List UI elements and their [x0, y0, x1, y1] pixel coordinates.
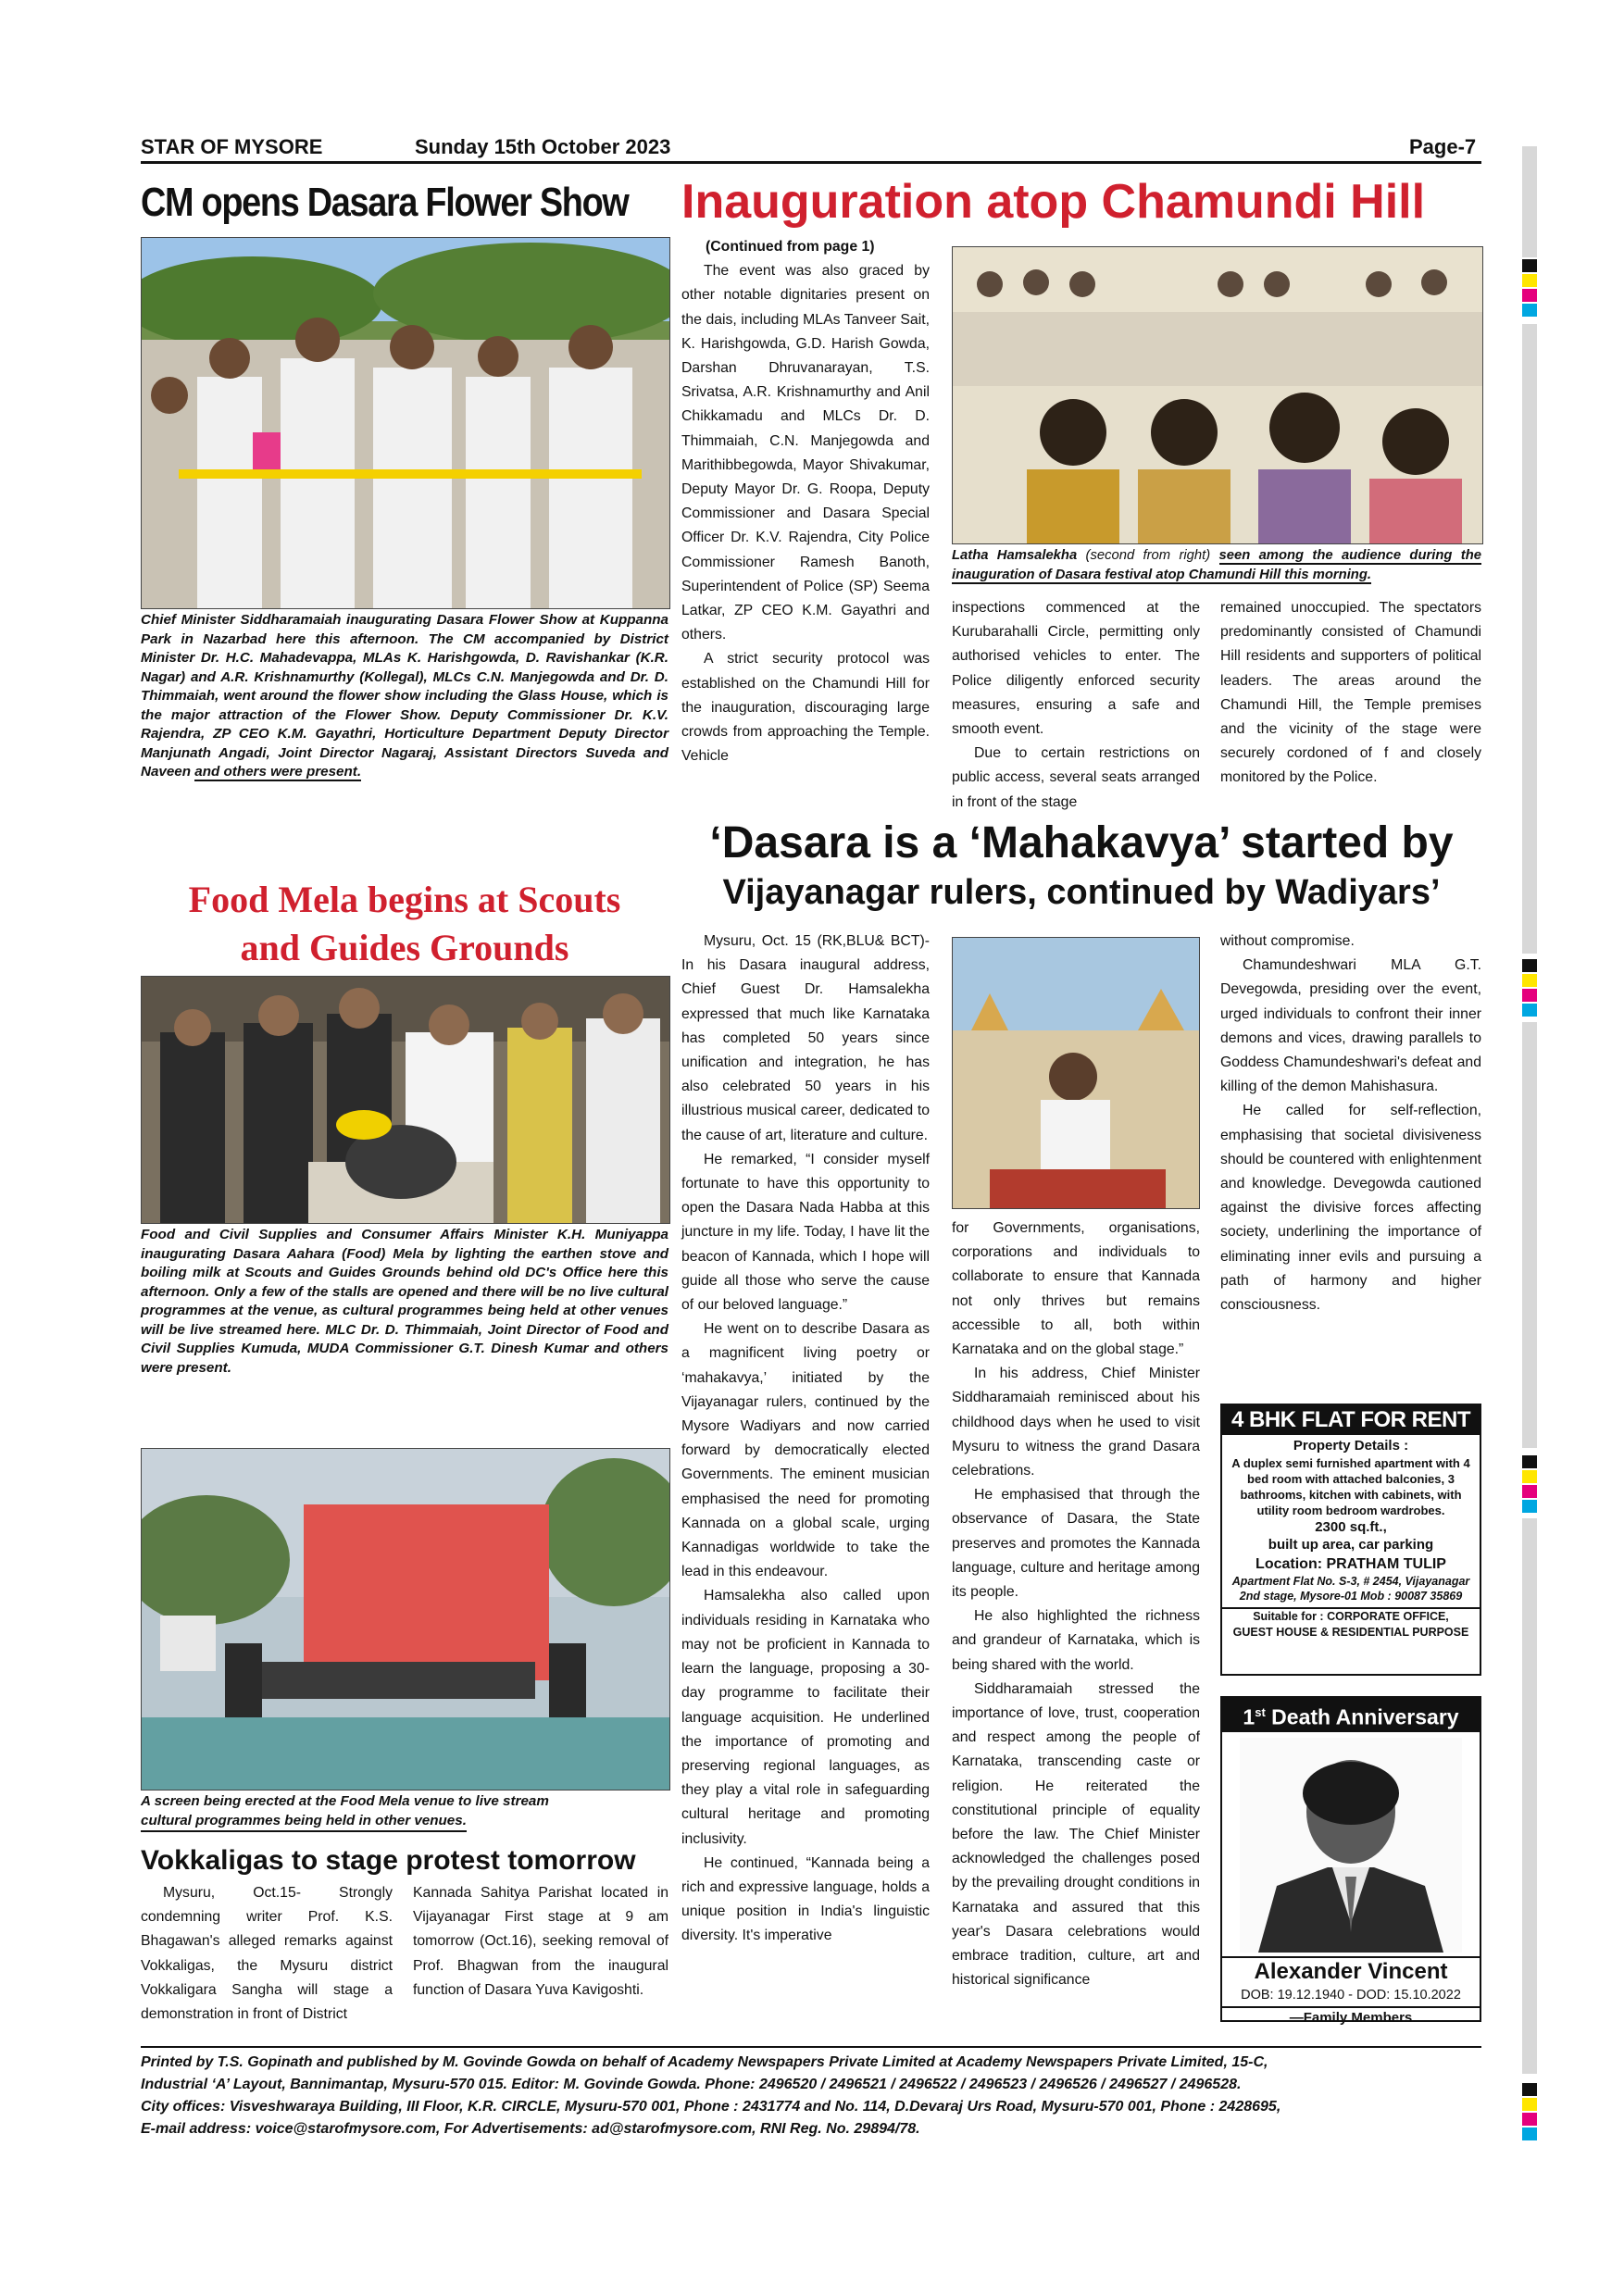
flower-show-headline: CM opens Dasara Flower Show	[141, 180, 629, 225]
chamundi-photo-caption	[952, 546, 1481, 584]
chamundi-col1-p1: The event was also graced by other notable dignitaries present on the dais, including MLAs Tanveer Sait, K. Harishgowda, G.D. Harish Gowda, Darshan Dhruvanarayan, T.S. Srivatsa, A.R. Krishnamurthy and Anil Chikkamadu and MLCs Dr. D. Thimmaiah, C.N. Manjegowda and Marithibbegowda, Mayor Shivakumar, Deputy Mayor Dr. G. Roopa, Deputy Commissioner and Dasara Special Officer Dr. K.V. Rajendra, City Police Commissioner Ramesh Banoth, Superintendent of Police (SP) Seema Latkar, ZP CEO K.M. Gayathri and others.	[681, 263, 930, 643]
header-rule	[141, 161, 1481, 164]
gray-bar	[1522, 146, 1537, 257]
flat-rent-ad	[1220, 1404, 1481, 1676]
vokkaligas-col2-text: Kannada Sahitya Parishat located in Vijayanagar First stage at 9 am tomorrow (Oct.16), seeking removal of Prof. Bhagwan from the inaugural function of Dasara Yuva Kavigoshti.	[413, 1885, 668, 1998]
flat-ad-details-title: Property Details :	[1293, 1438, 1409, 1454]
portrait-photo	[1240, 1738, 1462, 1953]
mahakavya-col3-p2: Chamundeshwari MLA G.T. Devegowda, presiding over the event, urged individuals to confront their inner demons and vices, drawing parallels to Goddess Chamundeshwari's defeat and killing of the demon Mahishasura.	[1220, 957, 1481, 1095]
chamundi-col1	[681, 235, 930, 768]
mahakavya-col2-p1: for Governments, organisations, corporations and individuals to collaborate to ensure that Kannada not only thrives but remains accessible to all, both within Karnataka and on the global stage.”	[952, 1220, 1200, 1358]
cyan-mark	[1522, 2128, 1537, 2140]
death-ad-title-sup: st	[1255, 1705, 1266, 1719]
caption-name	[952, 548, 1219, 563]
mahakavya-col1-p1: Mysuru, Oct. 15 (RK,BLU& BCT)- In his Dasara inaugural address, Chief Guest Dr. Hamsalekha expressed that much like Karnataka has completed 50 years since unification and integration, he has also celebrated 50 years in his illustrious musical career, dedicated to the cause of art, literature and culture.	[681, 933, 930, 1143]
chamundi-headline: Inauguration atop Chamundi Hill	[681, 175, 1426, 229]
yellow-mark	[1522, 274, 1537, 287]
mahakavya-col1	[681, 930, 930, 1949]
chamundi-col3	[1220, 596, 1481, 791]
vokkaligas-col1	[141, 1881, 393, 2027]
page-number: Page-7	[1409, 135, 1477, 158]
chamundi-col2-p1: inspections commenced at the Kurubarahalli Circle, permitting only authorised vehicles to enter. The Police diligently enforced security measures, ensuring a safe and smooth event.	[952, 600, 1200, 738]
mahakavya-headline-line2: Vijayanagar rulers, continued by Wadiyars’	[722, 873, 1441, 912]
mahakavya-col2-p3: He emphasised that through the observance of Dasara, the State preserves and promotes the Kannada language, culture and heritage among its people.	[952, 1487, 1200, 1601]
screen-caption-line1: A screen being erected at the Food Mela venue to live stream	[141, 1793, 549, 1809]
death-ad-dates: DOB: 19.12.1940 - DOD: 15.10.2022	[1222, 1986, 1480, 2008]
vokkaligas-headline: Vokkaligas to stage protest tomorrow	[141, 1845, 636, 1876]
death-anniversary-ad	[1220, 1696, 1481, 2026]
black-mark	[1522, 259, 1537, 272]
chamundi-col1-p2: A strict security protocol was established on the Chamundi Hill for the inauguration, discouraging large crowds from approaching the Temple. Vehicle	[681, 651, 930, 765]
food-mela-headline	[141, 876, 668, 972]
flat-ad-details: A duplex semi furnished apartment with 4 bed room with attached balconies, 3 bathrooms, kitchen with cabinets, with utility room bedroom wardrobes.	[1231, 1456, 1470, 1517]
chamundi-col2-p2: Due to certain restrictions on public access, several seats arranged in front of the stage	[952, 745, 1200, 810]
caption-person: Latha Hamsalekha	[952, 548, 1078, 563]
yellow-mark	[1522, 2098, 1537, 2111]
vokkaligas-col2	[413, 1881, 668, 2003]
black-mark	[1522, 959, 1537, 972]
mahakavya-col2-p5: Siddharamaiah stressed the importance of love, trust, cooperation and respect among the people of Karnataka, transcending caste or religion. He reiterated the constitutional principle of equality before the law. The Chief Minister acknowledged the challenges posed by the prevailing drought conditions in Karnataka and assured that this year's Dasara celebrations would embrace tradition, culture, art and historical significance	[952, 1680, 1200, 1989]
flat-ad-location: Apartment Flat No. S-3, # 2454, Vijayanagar 2nd stage, Mysore-01 Mob : 90087 35869	[1231, 1575, 1470, 1603]
mahakavya-col3-p1: without compromise.	[1220, 933, 1355, 949]
flat-ad-built: built up area, car parking	[1268, 1537, 1434, 1553]
mahakavya-headline-line1: ‘Dasara is a ‘Mahakavya’ started by	[709, 818, 1454, 867]
screen-caption	[141, 1792, 668, 1832]
hamsalekha-photo	[952, 937, 1200, 1209]
caption-rest2: seen among the audience during the inauguration of Dasara festival atop Chamundi Hill this morning.	[952, 548, 1481, 582]
magenta-mark	[1522, 989, 1537, 1002]
cyan-mark	[1522, 1004, 1537, 1017]
gray-bar	[1522, 1022, 1537, 1448]
death-ad-family: —Family Members	[1289, 2009, 1413, 2026]
flower-show-photo	[141, 237, 670, 609]
screen-caption-line2: cultural programmes being held in other venues.	[141, 1812, 467, 1833]
death-ad-title-text: Death Anniversary	[1265, 1704, 1459, 1729]
food-mela-caption: Food and Civil Supplies and Consumer Affairs Minister K.H. Muniyappa inaugurating Dasara Aahara (Food) Mela by lighting the earthen stove and boiling milk at Scouts and Guides Grounds behind old DC's Office here this afternoon. Only a few of the stalls are opened and there will be no live cultural programmes at the venue, as cultural programmes being held at other venues will be live streamed here. MLC Dr. D. Thimmaiah, Joint Director of Food and Civil Supplies Kumuda, MUDA Commissioner G.T. Dinesh Kumar and others were present.	[141, 1227, 668, 1376]
death-ad-name: Alexander Vincent	[1222, 1956, 1480, 1986]
magenta-mark	[1522, 1485, 1537, 1498]
mahakavya-col3	[1220, 930, 1481, 1317]
cyan-mark	[1522, 1500, 1537, 1513]
paper-name: STAR OF MYSORE	[141, 135, 323, 158]
food-mela-screen-photo	[141, 1448, 670, 1791]
flat-ad-title: 4 BHK FLAT FOR RENT	[1222, 1405, 1480, 1435]
gray-bar	[1522, 324, 1537, 954]
mahakavya-col1-p5: He continued, “Kannada being a rich and expressive language, holds a unique position in India's linguistic diversity. It's imperative	[681, 1854, 930, 1944]
flat-ad-suitable	[1222, 1607, 1480, 1641]
imprint	[141, 2052, 1481, 2140]
yellow-mark	[1522, 974, 1537, 987]
flat-ad-location-title: Location: PRATHAM TULIP	[1255, 1556, 1446, 1572]
imprint-line4: E-mail address: voice@starofmysore.com, For Advertisements: ad@starofmysore.com, RNI Reg. No. 29894/78.	[141, 2121, 920, 2137]
flat-ad-area: 2300 sq.ft.,	[1315, 1519, 1387, 1535]
mahakavya-headline	[681, 817, 1481, 915]
death-ad-title-num: 1	[1243, 1704, 1255, 1729]
flower-show-caption-last: and others were present.	[194, 764, 362, 780]
flower-show-caption	[141, 611, 668, 782]
chamundi-col2	[952, 596, 1200, 815]
flat-ad-suitable-label: Suitable for : CORPORATE OFFICE,	[1253, 1610, 1449, 1623]
mahakavya-col1-p2: He remarked, “I consider myself fortunate to have this opportunity to open the Dasara Nada Habba at this juncture in my life. Today, I have lit the beacon of Kannada, which I hope will guide all those who serve the cause of our beloved language.”	[681, 1151, 930, 1314]
magenta-mark	[1522, 289, 1537, 302]
chamundi-col3-p1: remained unoccupied. The spectators predominantly consisted of Chamundi Hill residents and supporters of political leaders. The areas around the Chamundi Hill, the Temple premises and the vicinity of the stage were securely cordoned of f and closely monitored by the Police.	[1220, 600, 1481, 786]
flower-show-caption-text: Chief Minister Siddharamaiah inaugurating Dasara Flower Show at Kuppanna Park in Nazarbad here this afternoon. The CM accompanied by District Minister Dr. H.C. Mahadevappa, MLAs K. Harishgowda, D. Ravishankar (K.R. Nagar) and A.R. Krishnamurthy (Kollegal), MLCs C.N. Manjegowda and Dr. D. Thimmaiah, went around the flower show including the Glass House, which is the major attraction of the Flower Show. Deputy Commissioner Dr. K.V. Rajendra, ZP CEO K.M. Gayathri, Horticulture Department Deputy Director Manjunath Angadi, Joint Director Nagaraj, Assistant Directors Suveda and Naveen	[141, 612, 668, 780]
black-mark	[1522, 2083, 1537, 2096]
yellow-mark	[1522, 1470, 1537, 1483]
mahakavya-col1-p3: He went on to describe Dasara as a magnificent living poetry or ‘mahakavya,’ initiated by the Vijayanagar rulers, continued by the Mysore Wadiyars and now carried forward by democratically elected Governments. The eminent musician emphasised the need for promoting Kannada on a global scale, urging Kannadigas worldwide to take the lead in this endeavour.	[681, 1321, 930, 1580]
chamundi-photo	[952, 246, 1483, 544]
mahakavya-col3-p3: He called for self-reflection, emphasising that societal divisiveness should be countered with enlightenment and knowledge. Devegowda cautioned against the divisive forces affecting society, underlining the importance of eliminating inner evils and pursuing a path of harmony and higher consciousness.	[1220, 1103, 1481, 1314]
issue-date: Sunday 15th October 2023	[415, 135, 671, 158]
imprint-line2: Industrial ‘A’ Layout, Bannimantap, Mysuru-570 015. Editor: M. Govinde Gowda. Phone: 2496520 / 2496521 / 2496522 / 2496523 / 2496526 / 2496527 / 2496528.	[141, 2077, 1242, 2092]
mahakavya-col2-p4: He also highlighted the richness and grandeur of Karnataka, which is being shared with the world.	[952, 1608, 1200, 1673]
continued-note: (Continued from page 1)	[706, 239, 875, 255]
vokkaligas-col1-text: Mysuru, Oct.15- Strongly condemning writer Prof. K.S. Bhagawan's alleged remarks against Vokkaligas, the Mysuru district Vokkaligara Sangha will stage a demonstration in front of District	[141, 1885, 393, 2023]
imprint-line3: City offices: Visveshwaraya Building, III Floor, K.R. CIRCLE, Mysuru-570 001, Phone : 2431774 and No. 114, D.Devaraj Urs Road, Mysuru-570 001, Phone : 2428695,	[141, 2099, 1281, 2115]
gray-bar	[1522, 1518, 1537, 2074]
mahakavya-col2-p2: In his address, Chief Minister Siddharamaiah reminisced about his childhood days when he used to visit Mysuru to witness the grand Dasara celebrations.	[952, 1366, 1200, 1479]
cyan-mark	[1522, 304, 1537, 317]
caption-rest1: (second from right)	[1077, 548, 1219, 563]
mahakavya-col2	[952, 1217, 1200, 1993]
food-mela-headline-line2: and Guides Grounds	[240, 927, 569, 968]
death-ad-title	[1222, 1698, 1480, 1732]
magenta-mark	[1522, 2113, 1537, 2126]
imprint-line1: Printed by T.S. Gopinath and published by M. Govinde Gowda on behalf of Academy Newspapers Private Limited at Academy Newspapers Private Limited, 15-C,	[141, 2054, 1268, 2070]
flat-ad-suitable-rest: GUEST HOUSE & RESIDENTIAL PURPOSE	[1232, 1626, 1469, 1639]
mahakavya-col1-p4: Hamsalekha also called upon individuals residing in Karnataka who may not be proficient in Kannada to learn the language, proposing a 30-day programme to facilitate their language acquisition. He underlined the importance of promoting and preserving regional languages, as they play a vital role in safeguarding cultural heritage and promoting inclusivity.	[681, 1588, 930, 1847]
footer-rule	[141, 2046, 1481, 2048]
black-mark	[1522, 1455, 1537, 1468]
food-mela-photo	[141, 976, 670, 1224]
food-mela-headline-line1: Food Mela begins at Scouts	[188, 879, 621, 920]
